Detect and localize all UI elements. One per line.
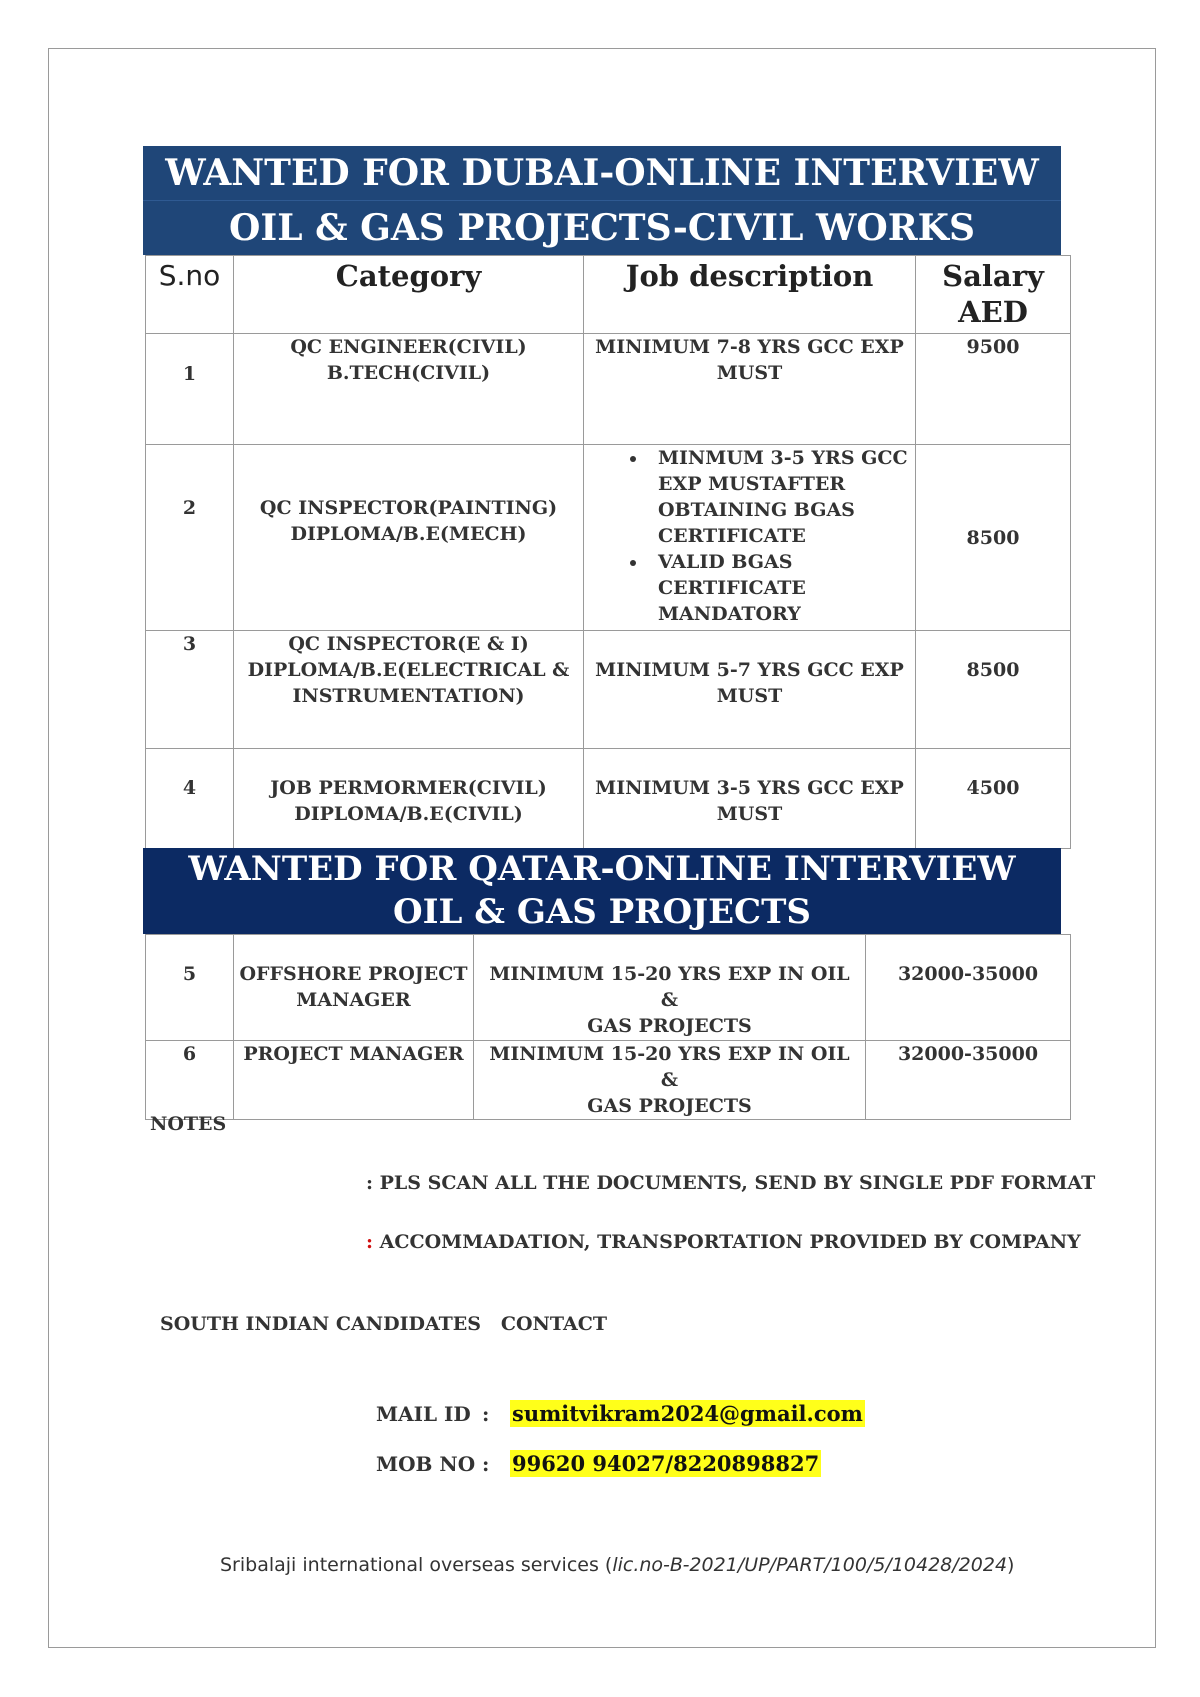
header-salary-line1: Salary <box>942 259 1044 293</box>
description-line: MINIMUM 15-20 YRS EXP IN OIL & <box>489 1043 850 1091</box>
note-text: ACCOMMADATION, TRANSPORTATION PROVIDED BY COMPANY <box>373 1231 1081 1253</box>
note-colon: : <box>366 1231 374 1253</box>
footer-license <box>220 1554 1014 1576</box>
mob-value: 99620 94027/8220898827 <box>512 1451 820 1476</box>
note-accommodation <box>366 1231 1081 1253</box>
salary-cell: 32000-35000 <box>866 935 1071 1041</box>
category-cell: PROJECT MANAGER <box>234 1041 474 1120</box>
description-line: GAS PROJECTS <box>587 1095 752 1117</box>
description-bullets <box>588 445 911 627</box>
qatar-banner <box>143 848 1061 934</box>
category-cell <box>234 631 584 749</box>
category-line: INSTRUMENTATION) <box>292 685 525 707</box>
table-row <box>146 1041 1071 1120</box>
description-line: MINIMUM 3-5 YRS GCC EXP <box>595 777 904 799</box>
description-cell <box>584 631 916 749</box>
description-line: MINIMUM 5-7 YRS GCC EXP <box>595 659 904 681</box>
notes-label: NOTES <box>150 1113 227 1135</box>
sno-cell: 2 <box>146 445 234 631</box>
mail-row <box>376 1401 865 1426</box>
mob-row <box>376 1451 821 1476</box>
description-cell <box>474 935 866 1041</box>
category-line: QC ENGINEER(CIVIL) <box>290 336 527 358</box>
description-line: MINIMUM 7-8 YRS GCC EXP <box>595 336 904 358</box>
table-row <box>146 445 1071 631</box>
qatar-banner-line1: WANTED FOR QATAR-ONLINE INTERVIEW <box>188 849 1016 889</box>
description-cell <box>584 749 916 849</box>
table-row <box>146 334 1071 445</box>
category-line: DIPLOMA/B.E(CIVIL) <box>294 803 523 825</box>
dubai-banner-line1: WANTED FOR DUBAI-ONLINE INTERVIEW <box>165 152 1039 194</box>
sno-cell: 3 <box>146 631 234 749</box>
note-text: PLS SCAN ALL THE DOCUMENTS, SEND BY SINGLE PDF FORMAT <box>373 1172 1096 1194</box>
salary-cell: 8500 <box>916 445 1071 631</box>
description-cell <box>474 1041 866 1120</box>
dubai-jobs-table <box>145 255 1071 849</box>
category-cell <box>234 749 584 849</box>
table-row <box>146 935 1071 1041</box>
footer-company: Sribalaji international overseas services ( <box>220 1554 613 1576</box>
mob-label: MOB NO <box>376 1452 476 1476</box>
category-line: DIPLOMA/B.E(MECH) <box>290 523 527 545</box>
footer-license-number: lic.no-B-2021/UP/PART/100/5/10428/2024 <box>612 1554 1008 1576</box>
mail-separator: : <box>482 1402 490 1426</box>
qatar-jobs-table <box>145 934 1071 1120</box>
mob-separator: : <box>482 1452 490 1476</box>
salary-cell: 4500 <box>916 749 1071 849</box>
sno-cell: 4 <box>146 749 234 849</box>
category-cell <box>234 445 584 631</box>
description-cell <box>584 334 916 445</box>
category-line: DIPLOMA/B.E(ELECTRICAL & <box>247 659 570 681</box>
header-category: Category <box>234 256 584 334</box>
header-salary-line2: AED <box>958 295 1028 329</box>
category-cell <box>234 334 584 445</box>
category-line: QC INSPECTOR(E & I) <box>288 633 529 655</box>
table-row <box>146 749 1071 849</box>
description-cell <box>584 445 916 631</box>
header-sno: S.no <box>146 256 234 334</box>
note-scan-documents <box>366 1172 1095 1194</box>
salary-cell: 9500 <box>916 334 1071 445</box>
category-line: B.TECH(CIVIL) <box>326 362 491 384</box>
salary-cell: 32000-35000 <box>866 1041 1071 1120</box>
description-line: MUST <box>716 685 783 707</box>
description-line: MUST <box>716 362 783 384</box>
sno-cell: 6 <box>146 1041 234 1120</box>
category-cell <box>234 935 474 1041</box>
note-colon: : <box>366 1172 374 1194</box>
description-line: MUST <box>716 803 783 825</box>
contact-heading: SOUTH INDIAN CANDIDATES CONTACT <box>160 1313 607 1335</box>
category-line: MANAGER <box>296 989 411 1011</box>
dubai-banner-line2: OIL & GAS PROJECTS-CIVIL WORKS <box>143 200 1061 255</box>
description-line: GAS PROJECTS <box>587 1015 752 1037</box>
table-header-row <box>146 256 1071 334</box>
category-line: OFFSHORE PROJECT <box>239 963 468 985</box>
sno-cell: 5 <box>146 935 234 1041</box>
table-row <box>146 631 1071 749</box>
header-job-description: Job description <box>584 256 916 334</box>
salary-cell: 8500 <box>916 631 1071 749</box>
category-line: QC INSPECTOR(PAINTING) <box>259 497 558 519</box>
qatar-banner-line2: OIL & GAS PROJECTS <box>393 892 811 932</box>
footer-close: ) <box>1007 1554 1015 1576</box>
mail-label: MAIL ID <box>376 1402 471 1426</box>
sno-cell: 1 <box>146 334 234 445</box>
description-bullet: • VALID BGAS CERTIFICATE MANDATORY <box>648 549 911 627</box>
description-bullet: • MINMUM 3-5 YRS GCC EXP MUSTAFTER OBTAINING BGAS CERTIFICATE <box>648 445 911 549</box>
dubai-banner <box>143 146 1061 255</box>
description-line: MINIMUM 15-20 YRS EXP IN OIL & <box>489 963 850 1011</box>
header-salary <box>916 256 1071 334</box>
mail-value: sumitvikram2024@gmail.com <box>512 1401 863 1426</box>
category-line: JOB PERMORMER(CIVIL) <box>270 777 547 799</box>
